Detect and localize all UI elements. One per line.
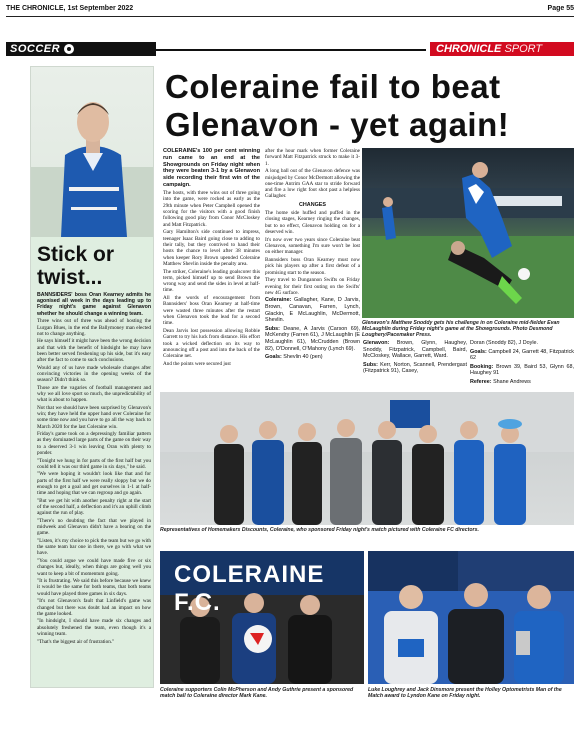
sidebar-paragraph: He says himself it might have been the wrong decision and that with the benefit of hindsight he may have been better served freshening up his side, but it's easy after the fact to come to such conclusions.: [37, 338, 151, 364]
booking-label: Booking:: [470, 363, 494, 370]
man-of-match-photo: [368, 551, 574, 684]
sidebar-paragraph: Those are the vagaries of football management and why we all love sport so much, the unpredictability of what is about to happen.: [37, 384, 151, 404]
article-paragraph: Bannsiders boss Oran Kearney must now pick his players up after a first defeat of a promising start to the season.: [265, 256, 360, 276]
match-photo-caption: Glenavon's Matthew Snoddy gets his challenge in on Coleraine mid-fielder Evan McLaughlin during Friday night's game at the Showgrounds. Photo Desmond Loughery/Pacemaker Press.: [362, 320, 560, 339]
sidebar-paragraph: "Listen, it's my choice to pick the team but we go with the same team bar one in there, we go with what we have.: [37, 538, 151, 557]
coleraine-subs: [265, 326, 360, 352]
sidebar-paragraph: "We were hoping it wouldn't look like that and for parts of the first half we were really sloppy but we do enough to get a goal and get ourselves in 1-1 at half-time and hoping that we can regroup and go again.: [37, 471, 151, 497]
article-paragraph: It's now over two years since Coleraine beat Glenavon, something I'm sure won't be lost on either manager.: [265, 236, 360, 256]
group-sponsors-photo: [160, 392, 574, 525]
glenavon-team: Brown, Glynn, Haughey, Snoddy, Fitzpatrick, Campbell, Baird, McCloskey, Wallace, Garrett, Ward.: [363, 340, 468, 360]
sidebar-paragraph: Friday's game took on a depressingly familiar pattern as they dominated large parts of the game on their way to a deserved 3-1 win leaving Oran with plenty to ponder.: [37, 431, 151, 456]
booking-list: Brown 39, Baird 53, Glynn 68, Haughey 91: [470, 363, 574, 377]
soccer-label: SOCCER: [10, 43, 61, 55]
sidebar-column: [30, 66, 154, 688]
coleraine-lineup: [265, 297, 360, 323]
coleraine-subs-label: Subs:: [265, 325, 280, 332]
sidebar-paragraph: "It is frustrating. We said this before because we knew it would be the same for both teams, that both teams would have played three games in six days.: [37, 578, 151, 597]
masthead: [6, 3, 574, 15]
coleraine-label: Coleraine:: [265, 297, 292, 304]
chronicle-word: CHRONICLE: [436, 43, 502, 55]
sidebar-paragraph: "In hindsight, I should have made six changes and absolutely freshened the team, even though it's a winning team.: [37, 618, 151, 637]
referee-name: Shane Andrews: [493, 378, 531, 385]
sidebar-body: [37, 292, 151, 646]
coleraine-team: Gallagher, Kane, D Jarvis, Brown, Canavan, Farren, Lynch, Glackin, E McLaughlin, McDermott, Shevlin.: [265, 297, 360, 324]
coleraine-goals-list: Shevlin 40 (pen): [283, 354, 323, 361]
article-paragraph: The hosts, with three wins out of three going into the game, were rocked as early as the 29th minute when Peter Campbell opened the scoring for the visitors with a good finish following good play from Conor McCloskey and Matt Fitzpatrick.: [163, 190, 260, 228]
chronicle-sport-bar: [430, 42, 574, 56]
article-paragraph: Gary Hamilton's side continued to impress, teenager Isaac Baird going close to adding to their tally, but they contrived to hand their hosts the chance to level after 38 minutes when keeper Rory Brown upended Coleraine Matthew Shevlin inside the penalty area.: [163, 229, 260, 267]
paper-date: THE CHRONICLE, 1st September 2022: [6, 5, 134, 12]
sidebar-headline: Stick or twist...: [37, 243, 115, 289]
sidebar-paragraph: "There's no doubting the fact that we played in midweek and Glenavon didn't have a bearing on the game.: [37, 517, 151, 537]
match-action-photo: [362, 148, 574, 318]
sidebar-lead: BANNSIDERS' boss Oran Kearney admits he agonised all week in the days leading up to Friday night's game against Glenavon whether he should change a winning team.: [37, 292, 151, 317]
glenavon-goals: [470, 349, 574, 362]
referee: [470, 379, 574, 386]
article-paragraph: Dean Jarvis lost possession allowing Robbie Garrett to try his luck from distance. His effort took a wicked deflection on its way to announcing off a post and into the back of the Coleraine net.: [163, 327, 260, 360]
sidebar-paragraph: "But we get hit with another penalty right at the start of the second half, a deflection and it's an uphill climb against the run of play.: [37, 497, 151, 517]
changes-subhead: CHANGES: [299, 201, 326, 208]
section-rule: [156, 49, 426, 51]
article-column-1: [163, 148, 260, 369]
glenavon-subs-continued: Doran (Snoddy 82), J Doyle.: [470, 340, 539, 346]
sidebar-paragraph: "It's not Glenavon's fault that Linfield's game was changed but there was doubt had an impact on how the game looked.: [37, 598, 151, 617]
man-of-match-caption: Luke Loughrey and Jack Dinsmore present the Holley Optometrists Man of the Match award to Lyndon Kane on Friday night.: [368, 687, 562, 700]
coleraine-goals: [265, 354, 360, 361]
glenavon-goals-list: Campbell 24, Garrett 48, Fitzpatrick 62: [470, 348, 574, 362]
referee-label: Referee:: [470, 378, 492, 385]
glenavon-subs-list: Kerr, Norton, Scannell, Prendergast (Fitzpatrick 91), Casey,: [363, 361, 467, 375]
article-column-4: [470, 340, 574, 388]
football-icon: [64, 44, 74, 54]
soccer-section-bar: [6, 42, 156, 56]
chronicle-sport-label: [436, 43, 542, 55]
sidebar-paragraph: Three wins out of three was ahead of hosting the Lurgan Blues, in the end the Ballymoney man elected not to change anything.: [37, 318, 151, 337]
glenavon-goals-label: Goals:: [470, 348, 487, 355]
article-column-2: [265, 148, 360, 363]
glenavon-subs: [363, 362, 467, 375]
article-paragraph: And the points were secured just: [163, 360, 231, 367]
article-lede: COLERAINE's 100 per cent winning run came to an end at the Showgrounds on Friday night when they were beaten 3-1 by a Glenavon side recording their first win of the campaign.: [163, 148, 260, 188]
article-paragraph: The home side huffed and puffed in the closing stages, Kearney ringing the changes, but to no effect, Glenavon holding on for a deserved win.: [265, 210, 360, 235]
sidebar-paragraph: "You could argue we could have made five or six changes but, ideally, when things are going well you want to keep a bit of momentum going.: [37, 558, 151, 577]
article-paragraph: after the hour mark when former Coleraine forward Matt Fitzpatrick struck to make it 3-1.: [265, 148, 360, 167]
main-headline: Coleraine fail to beat Glenavon - yet again!: [165, 68, 510, 143]
match-ball-caption: Coleraine supporters Colin McPherson and Andy Guthrie present a sponsored match ball to Coleraine director Mark Kane.: [160, 687, 354, 700]
top-rule: [6, 16, 574, 17]
coleraine-subs-list: Deane, A Jarvis (Carson 69), McKendry (Farren 61), J McLaughlin (E McLaughlin 61), McCrudden (Brown 82), O'Donnell, O'Mahony (Lynch 69).: [265, 325, 360, 352]
article-paragraph: All the words of encouragement from Bannsiders' boss Oran Kearney at half-time were wasted three minutes after the restart when Glenavon took the lead for a second time.: [163, 295, 260, 327]
match-ball-photo: [160, 551, 364, 684]
sidebar-paragraph: "Tonight we hung in for parts of the first half but you could tell it was our third game in six days," he said.: [37, 457, 151, 470]
sport-word: SPORT: [504, 43, 543, 55]
sidebar-paragraph: Would any of us have made wholesale changes after convincing victories in the opening weeks of the season? Didn't think so.: [37, 364, 151, 384]
article-paragraph: The striker, Coleraine's leading goalscorer this term, picked himself up to send Brown the wrong way and send the sides in level at half-time.: [163, 268, 260, 294]
article-paragraph: A long ball out of the Glenavon defence was misjudged by Conor McDermott allowing the one-time Antrim GAA star to stride forward and fire a low right foot shot past a helpless Gallagher.: [265, 168, 360, 200]
article-column-3: [363, 340, 467, 377]
page-number: Page 55: [547, 5, 574, 12]
group-photo-caption: Representatives of Homemakers Discounts, Coleraine, who sponsored Friday night's match pictured with Coleraine FC directors.: [160, 527, 479, 533]
manager-photo: [31, 67, 154, 237]
glenavon-label: Glenavon:: [363, 340, 390, 346]
glenavon-lineup: [363, 340, 467, 360]
coleraine-goals-label: Goals:: [265, 354, 282, 361]
booking: [470, 364, 574, 377]
sidebar-paragraph: Not that we should have been surprised by Glenavon's win; they have held the upper hand over Coleraine for some time now and you have to go all the way back to March 2020 for the last Coleraine win.: [37, 404, 151, 430]
glenavon-subs-label: Subs:: [363, 361, 378, 368]
sidebar-paragraph: "That's the biggest air of frustration.": [37, 638, 115, 645]
article-paragraph: They travel to Dungannon Swifts on Friday evening for their first outing on the Swifts' new 4G surface.: [265, 277, 360, 296]
club-banner-text: COLERAINE F.C.: [174, 561, 325, 616]
